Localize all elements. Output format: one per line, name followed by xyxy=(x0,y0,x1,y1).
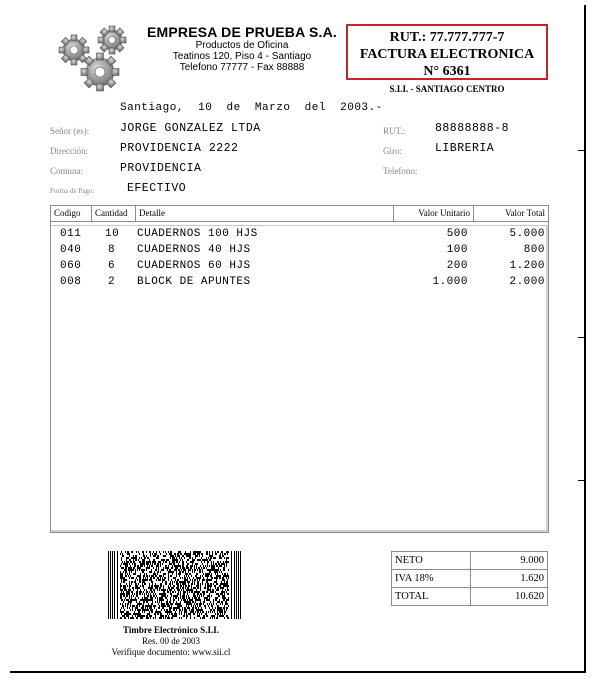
client-name: JORGE GONZALEZ LTDA xyxy=(120,122,261,135)
header-valor-unitario: Valor Unitario xyxy=(394,206,474,221)
neto-label: NETO xyxy=(392,552,471,570)
totals-row xyxy=(392,588,548,606)
total-label: TOTAL xyxy=(392,588,471,606)
iva-value: 1.620 xyxy=(471,570,548,588)
row-codigo: 008 xyxy=(60,276,82,288)
electronic-stamp-barcode xyxy=(108,551,241,619)
totals-row xyxy=(392,570,548,588)
row-codigo: 011 xyxy=(60,228,82,240)
client-rut: 88888888-8 xyxy=(435,122,510,135)
stamp-title: Timbre Electrónico S.I.I. xyxy=(123,625,219,635)
table-row xyxy=(51,226,548,242)
row-detalle: CUADERNOS 100 HJS xyxy=(137,228,258,240)
row-total: 5.000 xyxy=(509,228,545,240)
row-unitario: 500 xyxy=(446,228,468,240)
stamp-resolution: Res. 00 de 2003 xyxy=(142,636,200,646)
client-name-label: Señor (es): xyxy=(50,126,90,136)
header-detalle: Detalle xyxy=(136,206,394,221)
totals-table xyxy=(391,551,548,606)
issuer-rut: RUT.: 77.777.777-7 xyxy=(389,30,505,45)
row-unitario: 200 xyxy=(446,260,468,272)
items-table xyxy=(50,205,549,533)
gears-logo-icon xyxy=(52,20,138,96)
payment-method: EFECTIVO xyxy=(127,182,187,195)
client-commune: PROVIDENCIA xyxy=(120,162,202,175)
row-unitario: 1.000 xyxy=(432,276,468,288)
company-address: Teatinos 120, Piso 4 - Santiago xyxy=(172,51,312,62)
company-header xyxy=(140,24,344,73)
table-row xyxy=(51,242,548,258)
row-total: 800 xyxy=(523,244,545,256)
business-label: Giro: xyxy=(383,146,402,156)
row-codigo: 040 xyxy=(60,244,82,256)
row-unitario: 100 xyxy=(446,244,468,256)
iva-label: IVA 18% xyxy=(392,570,471,588)
phone-label: Telefono: xyxy=(383,166,418,176)
row-cantidad: 10 xyxy=(105,228,120,240)
row-codigo: 060 xyxy=(60,260,82,272)
company-phone: Telefono 77777 - Fax 88888 xyxy=(179,62,305,73)
frame-tick xyxy=(578,480,584,481)
header-cantidad: Cantidad xyxy=(92,206,136,221)
totals-row xyxy=(392,552,548,570)
row-cantidad: 8 xyxy=(108,244,116,256)
address-label: Dirección: xyxy=(50,146,88,156)
company-name: EMPRESA DE PRUEBA S.A. xyxy=(146,24,338,40)
row-cantidad: 6 xyxy=(108,260,116,272)
company-line: Productos de Oficina xyxy=(195,40,289,51)
frame-tick xyxy=(578,337,584,338)
row-total: 1.200 xyxy=(509,260,545,272)
table-row xyxy=(51,258,548,274)
client-address: PROVIDENCIA 2222 xyxy=(120,142,239,155)
header-valor-total: Valor Total xyxy=(505,208,545,218)
client-rut-label: RUT.: xyxy=(383,126,406,136)
frame-tick xyxy=(578,150,584,151)
neto-value: 9.000 xyxy=(471,552,548,570)
client-business: LIBRERIA xyxy=(435,142,495,155)
table-shadow xyxy=(51,530,548,532)
total-value: 10.620 xyxy=(471,588,548,606)
row-total: 2.000 xyxy=(509,276,545,288)
invoice-number: N° 6361 xyxy=(423,64,471,79)
row-cantidad: 2 xyxy=(108,276,116,288)
header-codigo: Codigo xyxy=(51,206,92,221)
payment-method-label: Forma de Pago: xyxy=(50,187,95,195)
rut-box xyxy=(346,24,548,80)
row-detalle: CUADERNOS 60 HJS xyxy=(137,260,251,272)
commune-label: Comuna: xyxy=(50,166,83,176)
row-detalle: BLOCK DE APUNTES xyxy=(137,276,251,288)
row-detalle: CUADERNOS 40 HJS xyxy=(137,244,251,256)
stamp-caption xyxy=(96,625,246,658)
issue-date: Santiago, 10 de Marzo del 2003.- xyxy=(120,102,383,114)
table-row xyxy=(51,274,548,290)
stamp-verify: Verifique documento: www.sii.cl xyxy=(111,647,231,657)
document-type: FACTURA ELECTRONICA xyxy=(359,47,535,62)
sii-office: S.I.I. - SANTIAGO CENTRO xyxy=(389,84,505,94)
